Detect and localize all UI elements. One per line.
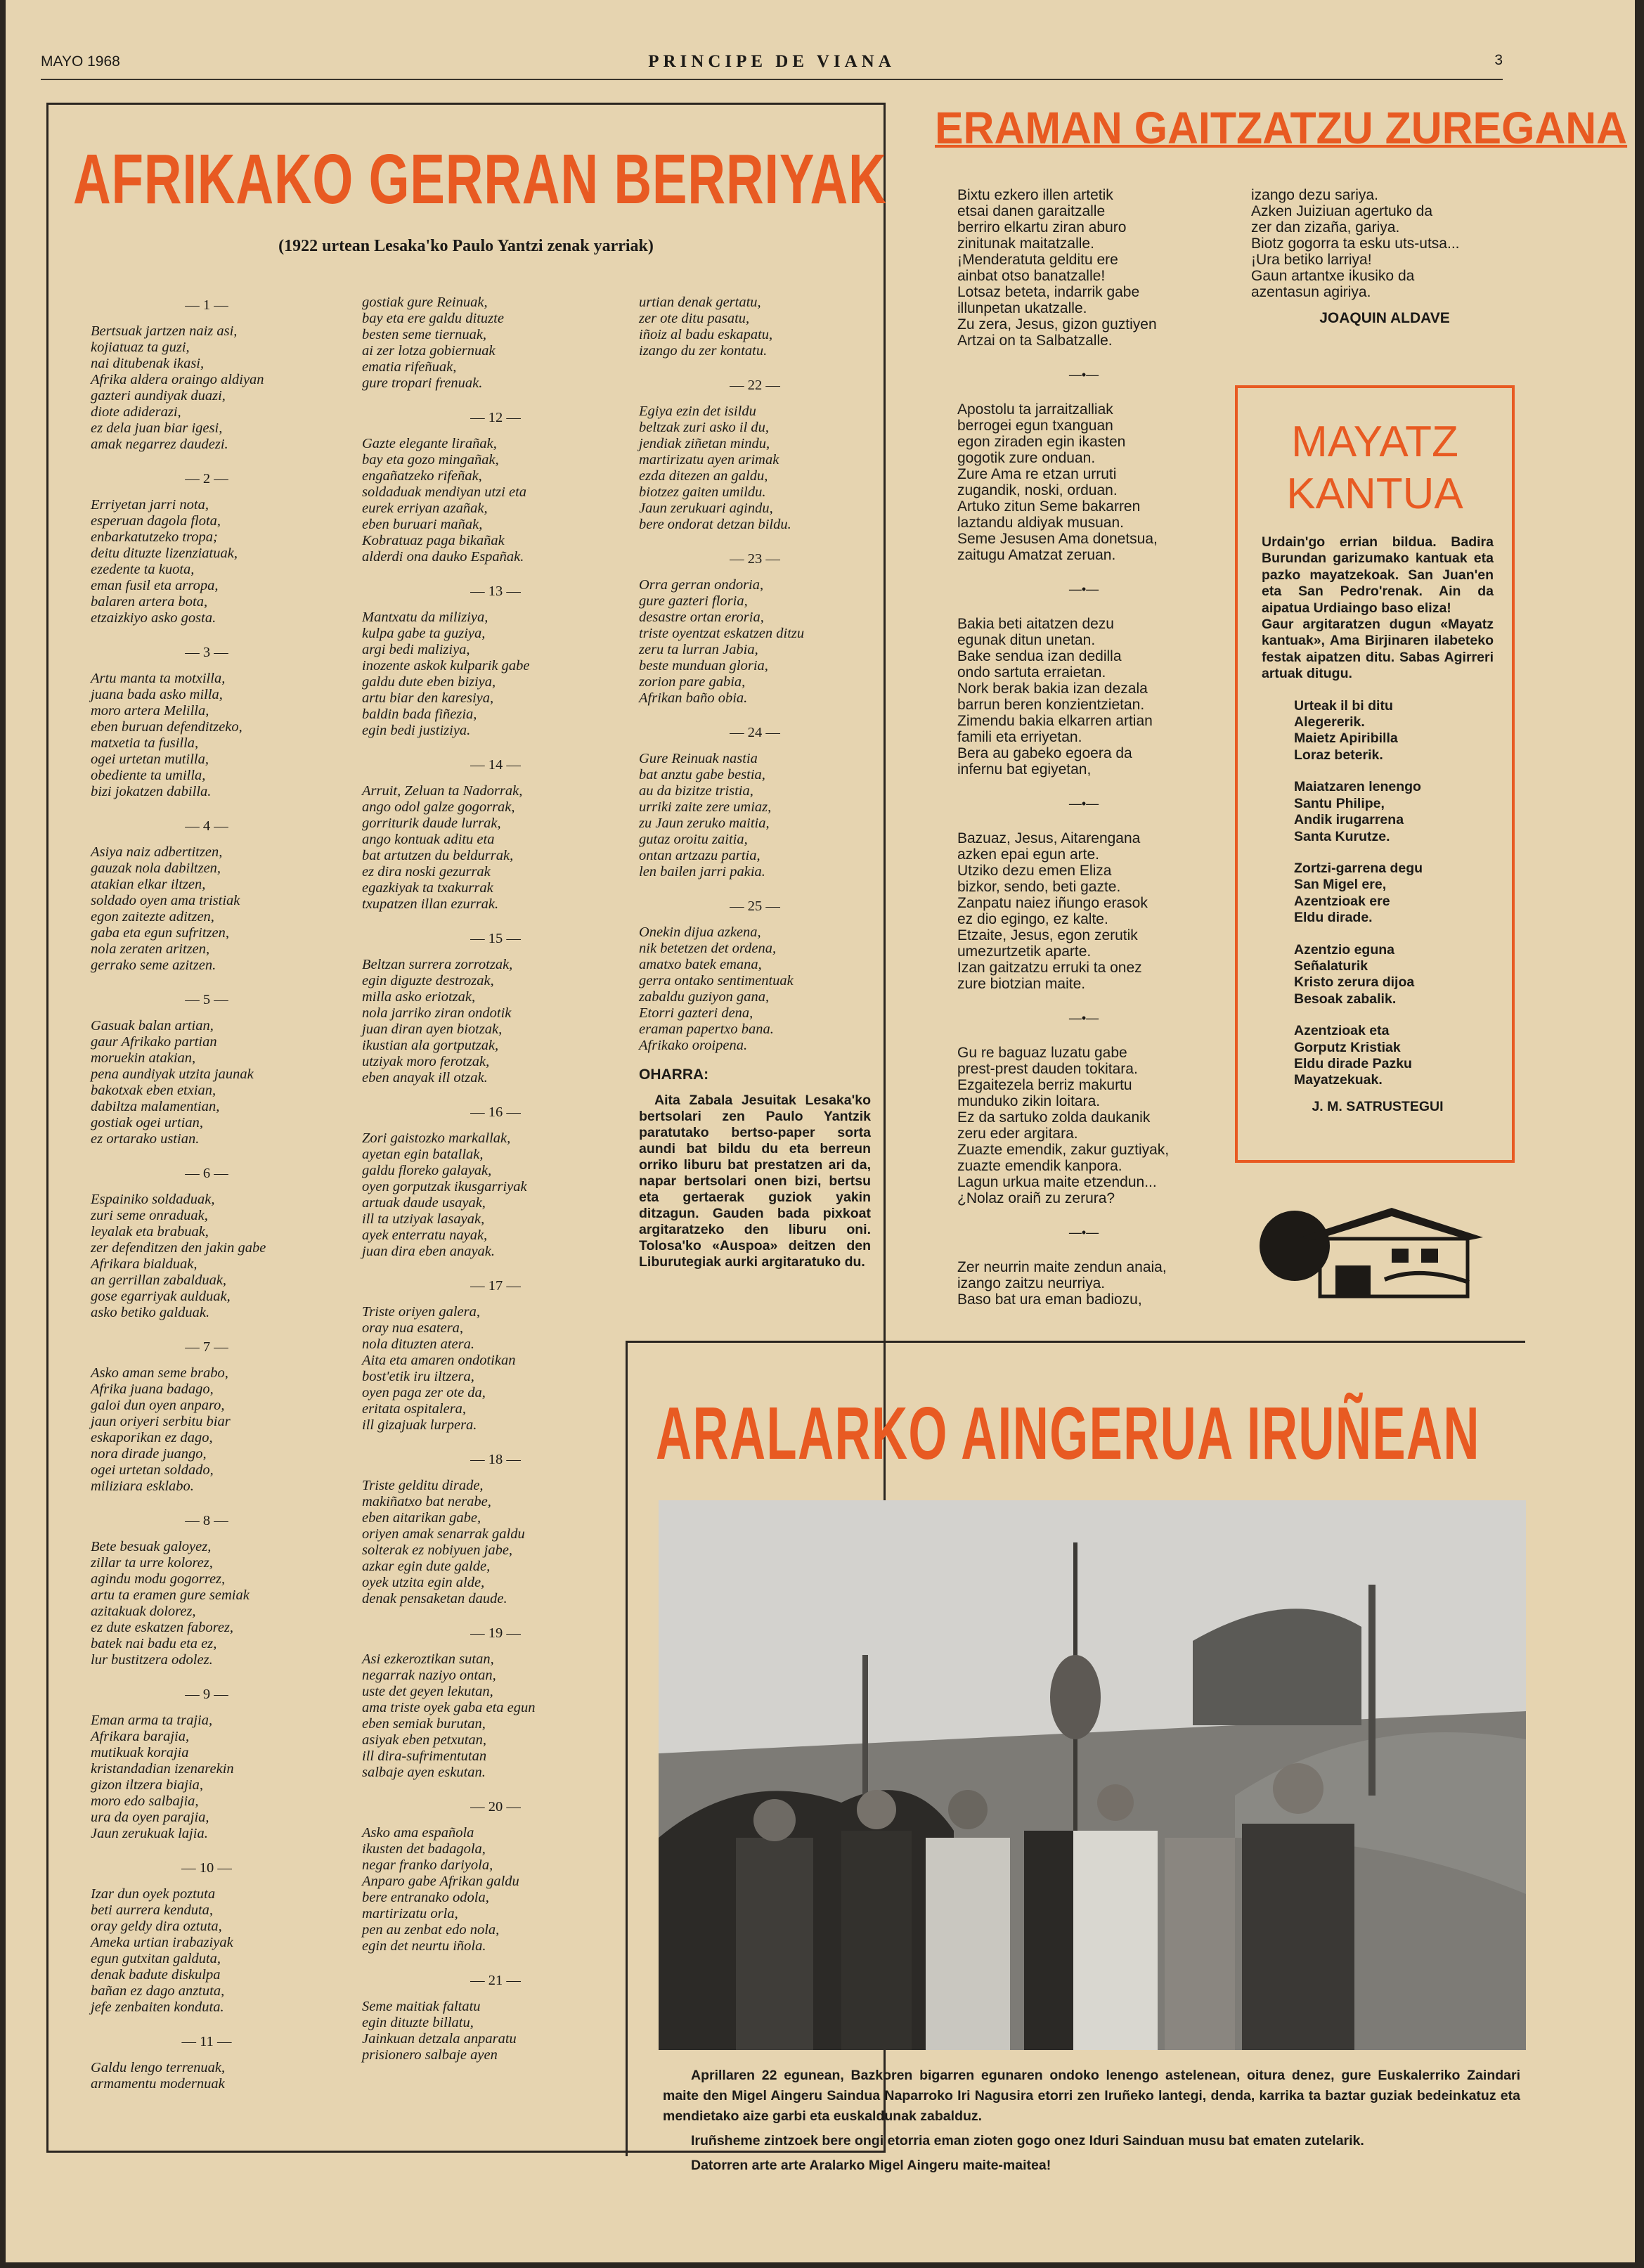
stanza-number: — 8 —	[185, 1513, 228, 1528]
eraman-column-2	[1251, 187, 1518, 326]
afrika-column-1	[91, 297, 323, 2092]
stanza-number: — 10 —	[181, 1860, 232, 1876]
mayatz-title: MAYATZ KANTUA	[1286, 418, 1463, 518]
verse-stanza: Orra gerran ondoria, gure gazteri floria, desastre ortan eroria, triste oyentzat eskatzen ditzu zeru ta lurran Jabia, beste munduan gloria, zorion pare gabia, Afrikan baño obia.	[639, 577, 805, 706]
stanza-number: — 9 —	[185, 1687, 228, 1702]
eraman-column-1	[957, 187, 1210, 1308]
afrika-column-3	[639, 295, 871, 1270]
mayatz-body	[1262, 534, 1494, 1115]
stanza-number: — 17 —	[470, 1278, 521, 1294]
page-header	[41, 44, 1503, 80]
verse-stanza: Bazuaz, Jesus, Aitarengana azken epai egun arte. Utziko dezu emen Eliza bizkor, sendo, beti gazte. Zanpatu naiez iñungo erasok ez dio egingo, ez kalte. Etzaite, Jesus, egon zerutik umezurtzetik aparte. Izan gaitzatzu erruki ta onez zure biotzian maite.	[957, 830, 1148, 992]
verse-stanza: Izar dun oyek poztuta beti aurrera kenduta, oray geldy dira oztuta, Ameka urtian irabaziyak egun gutxitan galduta, denak badute diskulpa bañan ez dago anztuta, jefe zenbaiten konduta.	[91, 1886, 233, 2015]
verse-stanza: Beltzan surrera zorrotzak, egin diguzte destrozak, milla asko eriotzak, nola jarriko ziran ondotik juan diran ayen biotzak, ikustian ala gortputzak, utziyak moro ferotzak, eben anayak ill otzak.	[362, 957, 513, 1085]
stanza-number: — 1 —	[185, 297, 228, 313]
verse-stanza: Erriyetan jarri nota, esperuan dagola flota, enbarkatutzeko tropa; deitu dituzte lizenziatuak, ezedente ta kuota, eman fusil eta arropa, balaren artera bota, etzaizkiyo asko gosta.	[91, 497, 238, 626]
verse-stanza: Gasuak balan artian, gaur Afrikako partian moruekin atakian, pena aundiyak utzita jaunak bakotxak eben etxian, dabiltza malamentian, gostiak ogei urtian, ez ortarako ustian.	[91, 1018, 254, 1147]
mayatz-stanza: Azentzioak eta Gorputz Kristiak Eldu dirade Pazku Mayatzekuak.	[1294, 1023, 1412, 1088]
eraman-title: ERAMAN GAITZATZU ZUREGANA	[935, 103, 1628, 153]
stanza-separator: —•—	[1068, 368, 1099, 382]
afrika-title: AFRIKAKO GERRAN BERRIYAK	[73, 140, 887, 219]
article-mayatz	[1235, 385, 1515, 1163]
stanza-number: — 16 —	[470, 1104, 521, 1120]
mayatz-stanza: Azentzio eguna Señalaturik Kristo zerura dijoa Besoak zabalik.	[1294, 941, 1415, 1007]
afrika-column-2	[362, 295, 629, 2063]
stanza-number: — 14 —	[470, 757, 521, 773]
verse-stanza: Triste oriyen galera, oray nua esatera, nola dituzten atera. Aita eta amaren ondotikan bost'etik iru iltzera, oyen paga zer ote da, eritata ospitalera, ill gizajuak lurpera.	[362, 1304, 516, 1433]
stanza-number: — 2 —	[185, 471, 228, 487]
stanza-number: — 15 —	[470, 931, 521, 946]
verse-stanza: Bakia beti aitatzen dezu egunak ditun unetan. Bake sendua izan dedilla ondo sartuta erraietan. Nork berak bakia izan dezala barrun beren konzientzietan. Zimendu bakia elkarren artian famili eta erriyetan. Bera au gabeko egoera da infernu bat egiyetan,	[957, 616, 1153, 778]
stanza-number: — 18 —	[470, 1452, 521, 1467]
stanza-number: — 11 —	[181, 2034, 232, 2049]
article-aralar	[626, 1341, 1525, 2173]
afrika-subtitle: (1922 urtean Lesaka'ko Paulo Yantzi zenak yarriak)	[278, 237, 654, 255]
verse-stanza: Gure Reinuak nastia bat anztu gabe bestia, au da bizitze tristia, urriki zaite zere umiaz, zu Jaun zeruko maitia, gutaz oroitu zaitia, ontan artzazu partia, len bailen jarri pakia.	[639, 751, 772, 880]
verse-stanza: Seme maitiak faltatu egin dituzte billatu, Jainkuan detzala anparatu prisionero salbaje ayen	[362, 1999, 517, 2063]
stanza-number: — 6 —	[185, 1166, 228, 1181]
verse-stanza: Arruit, Zeluan ta Nadorrak, ango odol galze gogorrak, gorriturik daude lurrak, ango kontuak aditu eta bat artutzen du beldurrak, ez dira noski gezurrak egazkiyak ta txakurrak txupatzen illan ezurrak.	[362, 783, 523, 912]
stanza-number: — 7 —	[185, 1339, 228, 1355]
verse-stanza: Asiya naiz adbertitzen, gauzak nola dabiltzen, atakian elkar iltzen, soldado oyen ama tristiak egon zaitezte aditzen, gaba eta egun sufritzen, nola zeraten aritzen, gerrako seme azitzen.	[91, 844, 240, 973]
stanza-number: — 19 —	[470, 1625, 521, 1641]
stanza-number: — 3 —	[185, 645, 228, 660]
header-date: MAYO 1968	[41, 53, 120, 70]
stanza-number: — 24 —	[730, 725, 780, 740]
verse-stanza: urtian denak gertatu, zer ote ditu pasatu, iñoiz al badu eskapatu, izango du zer kontatu.	[639, 295, 773, 359]
stanza-separator: —•—	[1068, 797, 1099, 811]
verse-stanza: Mantxatu da miliziya, kulpa gabe ta guziya, argi bedi maliziya, inozente askok kulparik gabe galdu dute eben biziya, artu biar den karesiya, baldin bada fiñezia, egin bedi justiziya.	[362, 610, 530, 738]
verse-stanza: Zer neurrin maite zendun anaia, izango zaitzu neurriya. Baso bat ura eman badiozu,	[957, 1259, 1167, 1308]
stanza-separator: —•—	[1068, 582, 1099, 596]
procession-photo	[659, 1500, 1526, 2050]
stanza-number: — 4 —	[185, 818, 228, 834]
header-page-number: 3	[1494, 52, 1503, 68]
verse-stanza: Espainiko soldaduak, zuri seme onraduak, leyalak eta brabuak, zer defenditzen den jakin gabe Afrikara bialduak, an gerrillan zabalduak, gose egarriyak aulduak, asko betiko galduak.	[91, 1192, 266, 1320]
verse-stanza: Asko ama española ikusten det badagola, negar franko dariyola, Anparo gabe Afrikan galdu bere entranako odola, martirizatu orla, pen au zenbat edo nola, egin det neurtu iñola.	[362, 1825, 519, 1954]
afrika-note-title: OHARRA:	[639, 1067, 709, 1083]
verse-stanza: Bertsuak jartzen naiz asi, kojiatuaz ta guzi, nai ditubenak ikasi, Afrika aldera oraingo aldiyan gazteri aundiyak duazi, diote adiderazi, ez dela juan biar igesi, amak negarrez daudezi.	[91, 323, 264, 452]
stanza-number: — 13 —	[470, 584, 521, 599]
afrika-note-text: Aita Zabala Jesuitak Lesaka'ko bertsolari zen Paulo Yantzik paratutako bertso-paper sorta aundi bat bildu du eta berreun orriko liburu bat prestatzen ari da, napar bertsolari onen bizi, bertsu eta gertaerak guziok yakin ditzagun. Gauden bada pixkoat argitaratzeko den liburu oni. Tolosa'ko «Auspoa» deitzen den Liburutegiak aurki argitaratuko du.	[639, 1093, 871, 1270]
verse-stanza: Egiya ezin det isildu beltzak zuri asko il du, jendiak ziñetan mindu, martirizatu ayen arimak ezda ditezen an galdu, biotzez gaiten umildu. Jaun zerukuari agindu, bere ondorat detzan bildu.	[639, 404, 791, 532]
stanza-number: — 21 —	[470, 1973, 521, 1988]
house-ground	[1385, 1273, 1469, 1282]
verse-stanza: Zori gaistozko markallak, ayetan egin batallak, galdu floreko galayak, oyen gorputzak ikusgarriyak artuak daude usayak, ill ta utziyak lasayak, ayek enterratu nayak, juan dira eben anayak.	[362, 1130, 527, 1259]
basque-house-illustration	[1258, 1188, 1504, 1301]
mayatz-signature: J. M. SATRUSTEGUI	[1312, 1098, 1444, 1114]
verse-stanza: Apostolu ta jarraitzalliak berrogei egun txanguan egon ziraden egin ikasten gogotik zure onduan. Zure Ama re etzan urruti zugandik, noski, orduan. Artuko zitun Seme bakarren laztandu aldiyak musuan. Seme Jesusen Ama donetsua, zaitugu Amatzat zeruan.	[957, 401, 1158, 563]
stanza-separator: —•—	[1068, 1011, 1099, 1025]
verse-stanza: Asi ezkeroztikan sutan, negarrak naziyo ontan, uste det geyen lekutan, ama triste oyek gaba eta egun eben semiak burutan, asiyak eben petxutan, ill dira-sufrimentutan salbaje ayen eskutan.	[362, 1651, 536, 1780]
house-window	[1392, 1249, 1409, 1263]
verse-stanza: Gazte elegante lirañak, bay eta gozo mingañak, engañatzeko rifeñak, soldaduak mendiyan utzi eta eurek erriyan azañak, eben buruari mañak, Kobratuaz paga bikañak alderdi ona dauko Españak.	[362, 436, 527, 565]
verse-stanza: Gu re baguaz luzatu gabe prest-prest dauden tokitara. Ezgaitezela berriz makurtu munduko zikin loitara. Ez da sartuko zolda daukanik zeru eder argitara. Zuazte emendik, zakur guztiyak, zuazte emendik kanpora. Lagun urkua maite etzendun... ¿Nolaz oraiñ zu zerura?	[957, 1045, 1170, 1206]
verse-stanza: Asko aman seme brabo, Afrika juana badago, galoi dun oyen anparo, jaun oriyeri serbitu biar eskaporikan ez dago, nora dirade juango, ogei urtetan soldado, miliziara esklabo.	[91, 1365, 231, 1494]
verse-stanza: Onekin dijua azkena, nik betetzen det ordena, amatxo batek emana, gerra ontako sentimentuak zabaldu guziyon gana, Etorri gazteri dena, eraman papertxo bana. Afrikako oroipena.	[639, 924, 794, 1053]
house-roof	[1300, 1208, 1483, 1240]
caption-paragraph-1: Aprillaren 22 egunean, Bazkoren bigarren egunaren ondoko lenengo astelenean, oitura denez, gure Euskalerriko Zaindari maite den Migel Aingeru Saindua Naparroko Iri Nagusira etorri zen Iruñeko lantegi, denda, karrika ta baztar guziak bedeinkatuz eta mendietako aize garbi eta euskaldunak zabalduz.	[663, 2068, 1520, 2124]
mayatz-stanza: Maiatzaren lenengo Santu Philipe, Andik irugarrena Santa Kurutze.	[1294, 779, 1421, 844]
caption-paragraph-2: Iruñsheme zintzoek bere ongi etorria eman zioten gogo onez Iduri Sainduan musu bat ematen zutelarik.	[691, 2133, 1364, 2148]
eraman-signature: JOAQUIN ALDAVE	[1319, 310, 1450, 326]
verse-stanza: gostiak gure Reinuak, bay eta ere galdu dituzte besten seme tiernuak, ai zer lotza gobiernuak ematia rifeñuak, gure tropari frenuak.	[362, 295, 504, 391]
verse-stanza: Eman arma ta trajia, Afrikara barajia, mutikuak korajia kristandadian izenarekin gizon iltzera biajia, moro edo salbajia, ura da oyen parajia, Jaun zerukuak lajia.	[91, 1713, 234, 1841]
stanza-number: — 23 —	[730, 551, 780, 567]
verse-stanza: Triste gelditu dirade, makiñatxo bat nerabe, eben aitarikan gabe, oriyen amak senarrak galdu solterak ez nobiyuen jabe, azkar egin dute galde, oyek utzita egin alde, denak pensaketan daude.	[362, 1478, 525, 1606]
header-publication: PRINCIPE DE VIANA	[648, 52, 895, 71]
mayatz-stanza: Zortzi-garrena degu San Migel ere, Azentzioak ere Eldu dirade.	[1294, 860, 1423, 926]
eraman-stanza-end: izango dezu sariya. Azken Juiziuan agertuko da zer dan zizaña, gariya. Biotz gogorra ta esku uts-utsa... ¡Ura betiko larriya! Gaun artantxe ikusiko da azentasun agiriya.	[1251, 187, 1460, 300]
stanza-number: — 5 —	[185, 992, 228, 1007]
stanza-number: — 12 —	[470, 410, 521, 425]
stanza-number: — 22 —	[730, 378, 780, 393]
mayatz-stanza: Urteak il bi ditu Alegererik. Maietz Apiribilla Loraz beterik.	[1294, 697, 1398, 763]
mayatz-intro: Urdain'go errian bildua. Badira Burundan garizumako kantuak eta pazko mayatzekoak. San Juan'en eta San Pedro'renak. Ain da aipatua Urdiaingo baso eliza! Gaur argitaratzen dugun «Mayatz kantuak», Ama Birjinaren ilabeteko festak aipatzen ditu. Sabas Agirreri artuak ditugu.	[1262, 534, 1494, 682]
aralar-title: ARALARKO AINGERUA IRUÑEAN	[656, 1392, 1480, 1475]
aralar-caption	[663, 2066, 1520, 2180]
stanza-separator: —•—	[1068, 1225, 1099, 1239]
house-door	[1335, 1265, 1371, 1296]
verse-stanza: Artu manta ta motxilla, juana bada asko milla, moro artera Melilla, eben buruan defenditzeko, matxetia ta fusilla, ogei urtetan mutilla, obediente ta umilla, bizi jokatzen dabilla.	[91, 671, 242, 799]
stanza-number: — 20 —	[470, 1799, 521, 1815]
verse-stanza: Galdu lengo terrenuak, armamentu modernuak	[91, 2060, 226, 2092]
verse-stanza: Bete besuak galoyez, zillar ta urre kolorez, agindu modu gogorrez, artu ta eramen gure semiak azitakuak dolorez, ez dute eskatzen faborez, batek nai badu eta ez, lur bustitzera odolez.	[91, 1539, 250, 1668]
caption-paragraph-3: Datorren arte arte Aralarko Migel Aingeru maite-maitea!	[691, 2158, 1051, 2173]
house-window	[1421, 1249, 1438, 1263]
verse-stanza: Bixtu ezkero illen artetik etsai danen garaitzalle berriro elkartu ziran aburo zinitunak maitatzalle. ¡Menderatuta gelditu ere ainbat otso banatzalle! Lotsaz beteta, indarrik gabe illunpetan ukatzalle. Zu zera, Jesus, gizon guztiyen Artzai on ta Salbatzalle.	[957, 187, 1157, 349]
stanza-number: — 25 —	[730, 898, 780, 914]
